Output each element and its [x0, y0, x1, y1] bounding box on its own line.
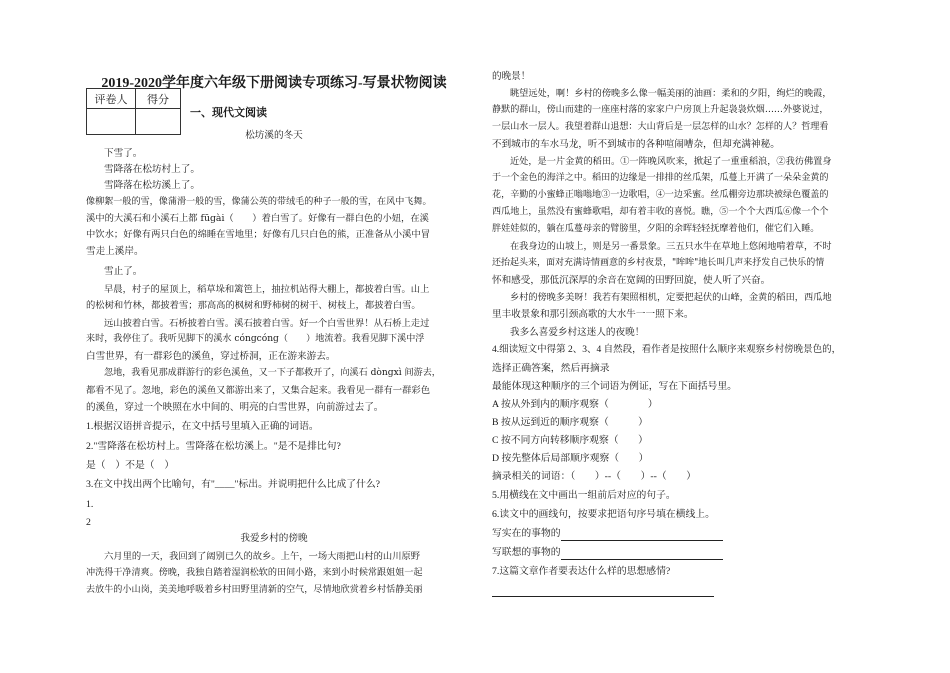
passage2-line: 我多么喜爱乡村这迷人的夜晚！ — [510, 327, 645, 338]
passage2-line: 静默的群山，傍山而建的一座座村落的家家户户房顶上升起袅袅炊烟……外婆说过， — [492, 105, 829, 115]
score-header: 得分 — [136, 89, 181, 109]
passage2-line: 去放牛的小山岗，美美地呼吸着乡村田野里清新的空气，尽情地欣赏着乡村恬静美丽 — [86, 585, 423, 595]
passage1-line: 的松树和竹林，都披着雪；那高高的枫树和野柿树的树干、树枝上，都披着白雪。 — [86, 300, 421, 311]
passage1-line: 来时，我停住了。我听见脚下的溪水 cóngcóng（ ）地流着。我看见脚下溪中浮 — [86, 334, 425, 344]
question-3: 3.在文中找出两个比喻句，有"____"标出。并说明把什么比成了什么? — [86, 479, 381, 490]
passage1-line: 都看不见了。忽地，彩色的溪鱼又都游出来了，又集合起来。我看见一群有一群彩色 — [86, 385, 430, 396]
excerpt-words: 摘录相关的词语：（ ）--（ ）--（ ） — [492, 471, 697, 482]
passage1-line: 早晨，村子的屋顶上，稻草垛和篱笆上，抽拉机站得大棚上，都披着白雪。山上 — [104, 284, 430, 295]
passage2-line: 眺望远处，啊！乡村的傍晚多么像一幅美丽的油画：柔和的夕阳，绚烂的晚霞， — [510, 88, 832, 99]
passage1-line: 雪走上溪岸。 — [86, 246, 144, 257]
passage1-line: 的溪鱼，穿过一个映照在水中间的、明亮的白雪世界，向前游过去了。 — [86, 402, 384, 413]
passage2-line: 六月里的一天，我回到了阔别已久的故乡。上午，一场大雨把山村的山川原野 — [104, 551, 421, 562]
passage2-line: 怀和感受，那低沉深厚的余音在宽阔的田野回旋，使人听了兴奋。 — [492, 275, 771, 286]
imagined-things-blank[interactable] — [561, 546, 723, 560]
passage2-line: 胖娃娃似的，躺在瓜蔓母亲的臂膀里，夕阳的余晖轻轻抚摩着他们，催它们入睡。 — [492, 224, 820, 234]
option-b[interactable]: B 按从远到近的顺序观察（ ） — [492, 417, 648, 428]
real-things-label: 写实在的事物的 — [492, 527, 723, 541]
question-2-options: 是（ ）不是（ ） — [86, 460, 175, 471]
question-2: 2."雪降落在松坊村上。雪降落在松坊溪上。"是不是排比句? — [86, 441, 341, 452]
passage1-line: 忽地，我看见那成群游行的彩色溪鱼，又一下子都救开了，向溪石 dòngxì 间游去， — [104, 368, 441, 378]
passage1-line: 远山披着白雪。石桥披着白雪。溪石披着白雪。好一个白雪世界！从石桥上走过 — [104, 318, 430, 329]
passage2-line: 乡村的傍晚多美呀！我若有架照相机，定要把起伏的山峰，金黄的稻田，西瓜地 — [510, 292, 832, 303]
option-a[interactable]: A 按从外到内的顺序观察（ ） — [492, 399, 658, 410]
score-table — [86, 88, 181, 135]
reviewer-header: 评卷人 — [87, 89, 136, 109]
question-4-cont2: 最能体现这种顺序的三个词语为例证，写在下面括号里。 — [492, 381, 737, 392]
passage2-line: 的晚景！ — [492, 71, 531, 82]
passage2-line: 里丰收景象和那引颈高歌的大水牛一一照下来。 — [492, 309, 694, 320]
passage1-line: 下雪了。 — [104, 148, 143, 159]
passage1-line: 白雪世界，有一群彩色的溪鱼，穿过桥洞，正在游来游去。 — [86, 351, 336, 362]
passage1-title: 松坊溪的冬天 — [245, 130, 303, 141]
question-7: 7.这篇文章作者要表达什么样的思想感情? — [492, 566, 671, 577]
real-things-blank[interactable] — [561, 527, 723, 541]
question-4-cont: 选择正确答案，然后再摘录 — [492, 363, 610, 374]
passage1-line: 雪降落在松坊村上了。 — [104, 164, 200, 175]
imagined-things-label: 写联想的事物的 — [492, 546, 723, 560]
answer-1-label: 1. — [86, 499, 94, 510]
passage2-line: 还抬起头来，面对充满诗情画意的乡村夜景，"哞哞"地长叫几声来抒发自己快乐的情 — [492, 258, 825, 268]
passage1-line: 中饮水；好像有两只白色的绵睡在雪地里；好像有几只白色的熊，正准备从小溪中冒 — [86, 229, 430, 240]
answer-2-label: 2 — [86, 517, 91, 528]
passage2-line: 一层山水一层人。我望着群山退想：大山背后是一层怎样的山水？怎样的人？哲理看 — [492, 122, 829, 132]
passage2-line: 在我身边的山坡上，则是另一番景象。三五只水牛在草地上悠闲地啃着草，不时 — [510, 241, 832, 252]
passage1-line: 溪中的大溪石和小溪石上都 fūgài（ ）着白雪了。好像有一群白色的小妞，在溪 — [86, 213, 429, 224]
passage2-line: 花，辛勤的小蜜蜂正嗡嗡地③一边歌唱，④一边采蜜。丝瓜棚旁边那块被绿色覆盖的 — [492, 190, 829, 200]
section-heading: 一、现代文阅读 — [190, 107, 267, 119]
question-6: 6.读文中的画线句，按要求把语句序号填在横线上。 — [492, 509, 715, 520]
question-4: 4.细读短文中得第 2、3、4 自然段，看作者是按照什么顺序来观察乡村傍晚景色的， — [492, 345, 842, 355]
passage2-line: 于一个金色的海洋之中。稻田的边缘是一排排的丝瓜架，瓜蔓上开满了一朵朵金黄的 — [492, 173, 829, 183]
passage2-line: 西瓜地上，虽然没有蜜蜂歌唱，却有着丰收的喜悦。瞧，⑤一个个大西瓜⑥像一个个 — [492, 207, 829, 217]
question-7-answer-line[interactable] — [492, 583, 714, 597]
passage2-title: 我爱乡村的傍晚 — [240, 533, 308, 544]
option-d[interactable]: D 按先整体后局部顺序观察（ ） — [492, 453, 649, 464]
passage1-line: 像柳絮一般的雪，像蒲滑一般的雪，像蒲公英的带绒毛的种子一般的雪，在风中飞舞。 — [86, 197, 432, 207]
passage2-line: 冲洗得干净清爽。傍晚，我独自踏着湿润松软的田间小路，来到小时候常跟姐姐一起 — [86, 568, 423, 578]
passage2-line: 不到城市的车水马龙，听不到城市的各种喧闹嘈杂，但却充满神秘。 — [492, 139, 780, 150]
passage2-line: 近处，是一片金黄的稻田。①一阵晚风吹来，掀起了一重重稻浪，②我彷佛置身 — [510, 156, 832, 167]
passage1-line: 雪止了。 — [104, 266, 143, 277]
option-c[interactable]: C 按不同方向转移顺序观察（ ） — [492, 435, 648, 446]
question-1: 1.根据汉语拼音提示，在文中括号里填入正确的词语。 — [86, 421, 319, 432]
worksheet-title: 2019-2020学年度六年级下册阅读专项练习-写景状物阅读 — [101, 76, 447, 91]
question-5: 5.用横线在文中画出一组前后对应的句子。 — [492, 490, 676, 501]
passage1-line: 雪降落在松坊溪上了。 — [104, 180, 200, 191]
